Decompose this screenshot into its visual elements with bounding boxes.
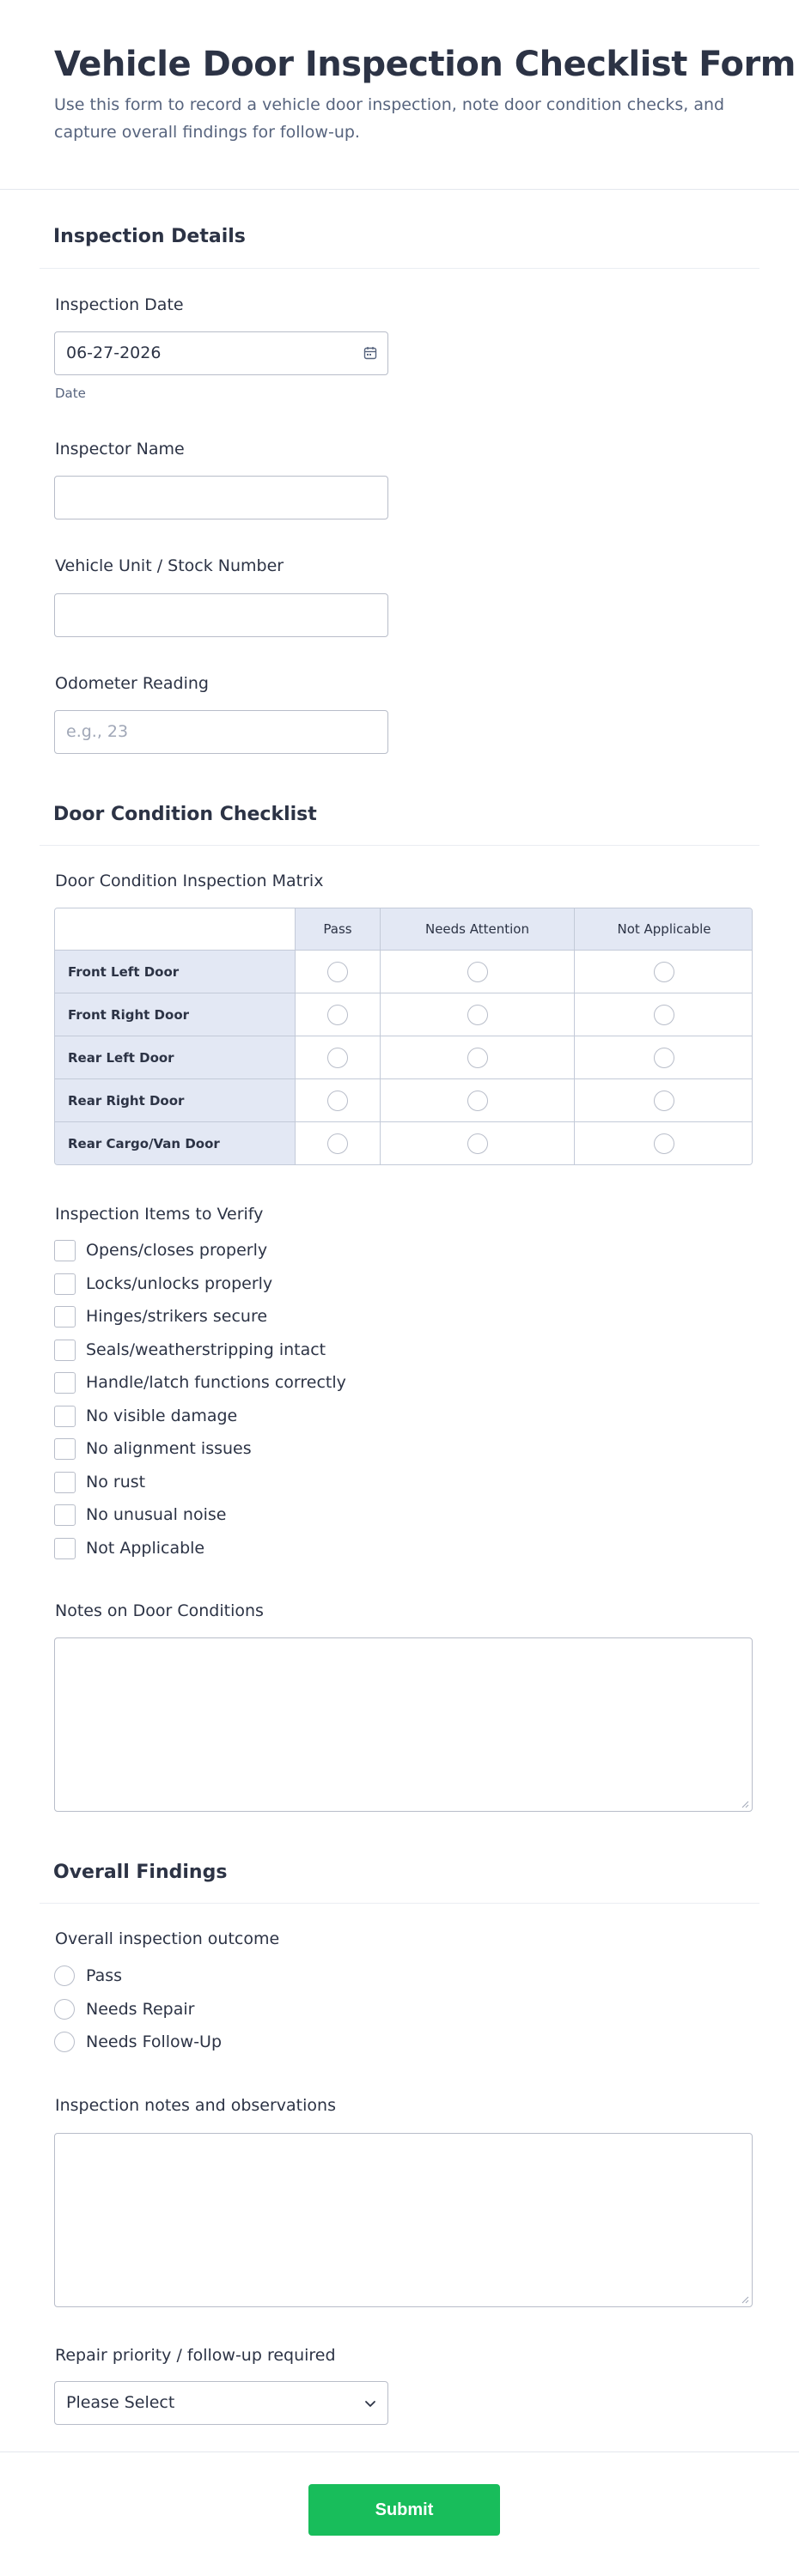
matrix-cell [295, 950, 380, 993]
checkbox[interactable] [54, 1240, 76, 1261]
matrix-row-rear-right: Rear Right Door [55, 1078, 295, 1121]
matrix-radio-rear-right-pass[interactable] [327, 1091, 348, 1111]
matrix-radio-front-right-needs-attention[interactable] [467, 1005, 488, 1025]
notes-conditions-textarea[interactable] [54, 1637, 753, 1812]
footer-divider [0, 2451, 799, 2452]
chevron-down-icon [363, 2397, 377, 2410]
checkbox-label: No rust [86, 1473, 146, 1492]
form-title: Vehicle Door Inspection Checklist Form [54, 45, 796, 84]
radio-button[interactable] [54, 1999, 75, 2020]
matrix-radio-rear-cargo-not-applicable[interactable] [654, 1133, 674, 1154]
checkbox-label: No visible damage [86, 1406, 238, 1425]
radio-label: Pass [86, 1966, 123, 1985]
inspection-date-input[interactable] [54, 331, 388, 375]
matrix-cell [574, 1078, 753, 1121]
matrix-cell [380, 993, 574, 1036]
inspection-date-label: Inspection Date [55, 295, 184, 314]
matrix-cell [380, 1121, 574, 1164]
matrix-radio-front-right-pass[interactable] [327, 1005, 348, 1025]
matrix-cell [295, 993, 380, 1036]
priority-label: Repair priority / follow-up required [55, 2346, 336, 2365]
radio-button[interactable] [54, 2032, 75, 2052]
notes-conditions-label: Notes on Door Conditions [55, 1601, 264, 1620]
observations-textarea[interactable] [54, 2133, 753, 2307]
matrix-radio-rear-left-not-applicable[interactable] [654, 1048, 674, 1068]
section-title-findings: Overall Findings [53, 1862, 228, 1883]
checkbox[interactable] [54, 1538, 76, 1559]
section-divider [40, 1903, 759, 1904]
matrix-row-rear-left: Rear Left Door [55, 1036, 295, 1078]
observations-label: Inspection notes and observations [55, 2096, 336, 2115]
matrix-radio-rear-cargo-pass[interactable] [327, 1133, 348, 1154]
matrix-row-rear-cargo: Rear Cargo/Van Door [55, 1121, 295, 1164]
section-title-checklist: Door Condition Checklist [53, 804, 317, 825]
radio-label: Needs Repair [86, 2000, 195, 2019]
matrix-radio-front-left-needs-attention[interactable] [467, 962, 488, 982]
matrix-cell [574, 1036, 753, 1078]
checkbox[interactable] [54, 1273, 76, 1295]
matrix-cell [380, 1036, 574, 1078]
radio-button[interactable] [54, 1965, 75, 1986]
priority-selected-value: Please Select [66, 2393, 175, 2412]
checkbox[interactable] [54, 1306, 76, 1327]
inspector-name-label: Inspector Name [55, 440, 185, 459]
vehicle-unit-input[interactable] [54, 593, 388, 637]
matrix-cell [380, 1078, 574, 1121]
submit-button[interactable]: Submit [308, 2484, 500, 2536]
door-condition-matrix [54, 908, 753, 1165]
matrix-label: Door Condition Inspection Matrix [55, 872, 324, 890]
outcome-label: Overall inspection outcome [55, 1929, 280, 1948]
vehicle-unit-label: Vehicle Unit / Stock Number [55, 556, 284, 575]
section-divider [40, 268, 759, 269]
matrix-radio-front-left-pass[interactable] [327, 962, 348, 982]
checkbox[interactable] [54, 1372, 76, 1394]
matrix-cell [574, 993, 753, 1036]
matrix-radio-rear-right-needs-attention[interactable] [467, 1091, 488, 1111]
section-title-details: Inspection Details [53, 226, 246, 247]
calendar-icon[interactable] [363, 346, 377, 360]
checkbox[interactable] [54, 1504, 76, 1526]
section-divider [40, 845, 759, 846]
checkbox[interactable] [54, 1340, 76, 1361]
odometer-label: Odometer Reading [55, 674, 209, 693]
matrix-col-needs-attention: Needs Attention [380, 908, 574, 950]
checkbox-label: Hinges/strikers secure [86, 1307, 268, 1326]
checkbox-label: Opens/closes properly [86, 1241, 268, 1260]
matrix-col-pass: Pass [295, 908, 380, 950]
matrix-cell [574, 950, 753, 993]
inspection-date-value: 06-27-2026 [66, 343, 162, 362]
checkbox[interactable] [54, 1438, 76, 1460]
checkbox-label: No alignment issues [86, 1439, 252, 1458]
form-header [0, 0, 799, 190]
radio-label: Needs Follow-Up [86, 2032, 223, 2051]
resize-grip-icon[interactable] [741, 2295, 749, 2304]
checkbox-label: Not Applicable [86, 1539, 205, 1558]
matrix-cell [574, 1121, 753, 1164]
matrix-row-front-right: Front Right Door [55, 993, 295, 1036]
form-description: Use this form to record a vehicle door inspection, note door condition checks, and capture overall findings for follow-up. [54, 95, 725, 142]
matrix-radio-rear-left-needs-attention[interactable] [467, 1048, 488, 1068]
matrix-radio-rear-right-not-applicable[interactable] [654, 1091, 674, 1111]
matrix-cell [295, 1078, 380, 1121]
odometer-input[interactable]: e.g., 23 [54, 710, 388, 754]
inspector-name-input[interactable] [54, 476, 388, 519]
matrix-radio-front-left-not-applicable[interactable] [654, 962, 674, 982]
checkbox-label: Seals/weatherstripping intact [86, 1340, 326, 1359]
checkbox-label: No unusual noise [86, 1505, 227, 1524]
matrix-row-front-left: Front Left Door [55, 950, 295, 993]
matrix-radio-rear-cargo-needs-attention[interactable] [467, 1133, 488, 1154]
matrix-corner [55, 908, 295, 950]
items-label: Inspection Items to Verify [55, 1205, 264, 1224]
priority-select[interactable] [54, 2381, 388, 2425]
inspection-date-sublabel: Date [55, 386, 86, 401]
checkbox-label: Handle/latch functions correctly [86, 1373, 346, 1392]
checkbox[interactable] [54, 1406, 76, 1427]
resize-grip-icon[interactable] [741, 1800, 749, 1808]
checkbox[interactable] [54, 1472, 76, 1493]
matrix-cell [380, 950, 574, 993]
checkbox-label: Locks/unlocks properly [86, 1274, 273, 1293]
matrix-col-not-applicable: Not Applicable [574, 908, 753, 950]
matrix-radio-front-right-not-applicable[interactable] [654, 1005, 674, 1025]
matrix-radio-rear-left-pass[interactable] [327, 1048, 348, 1068]
matrix-cell [295, 1121, 380, 1164]
matrix-cell [295, 1036, 380, 1078]
